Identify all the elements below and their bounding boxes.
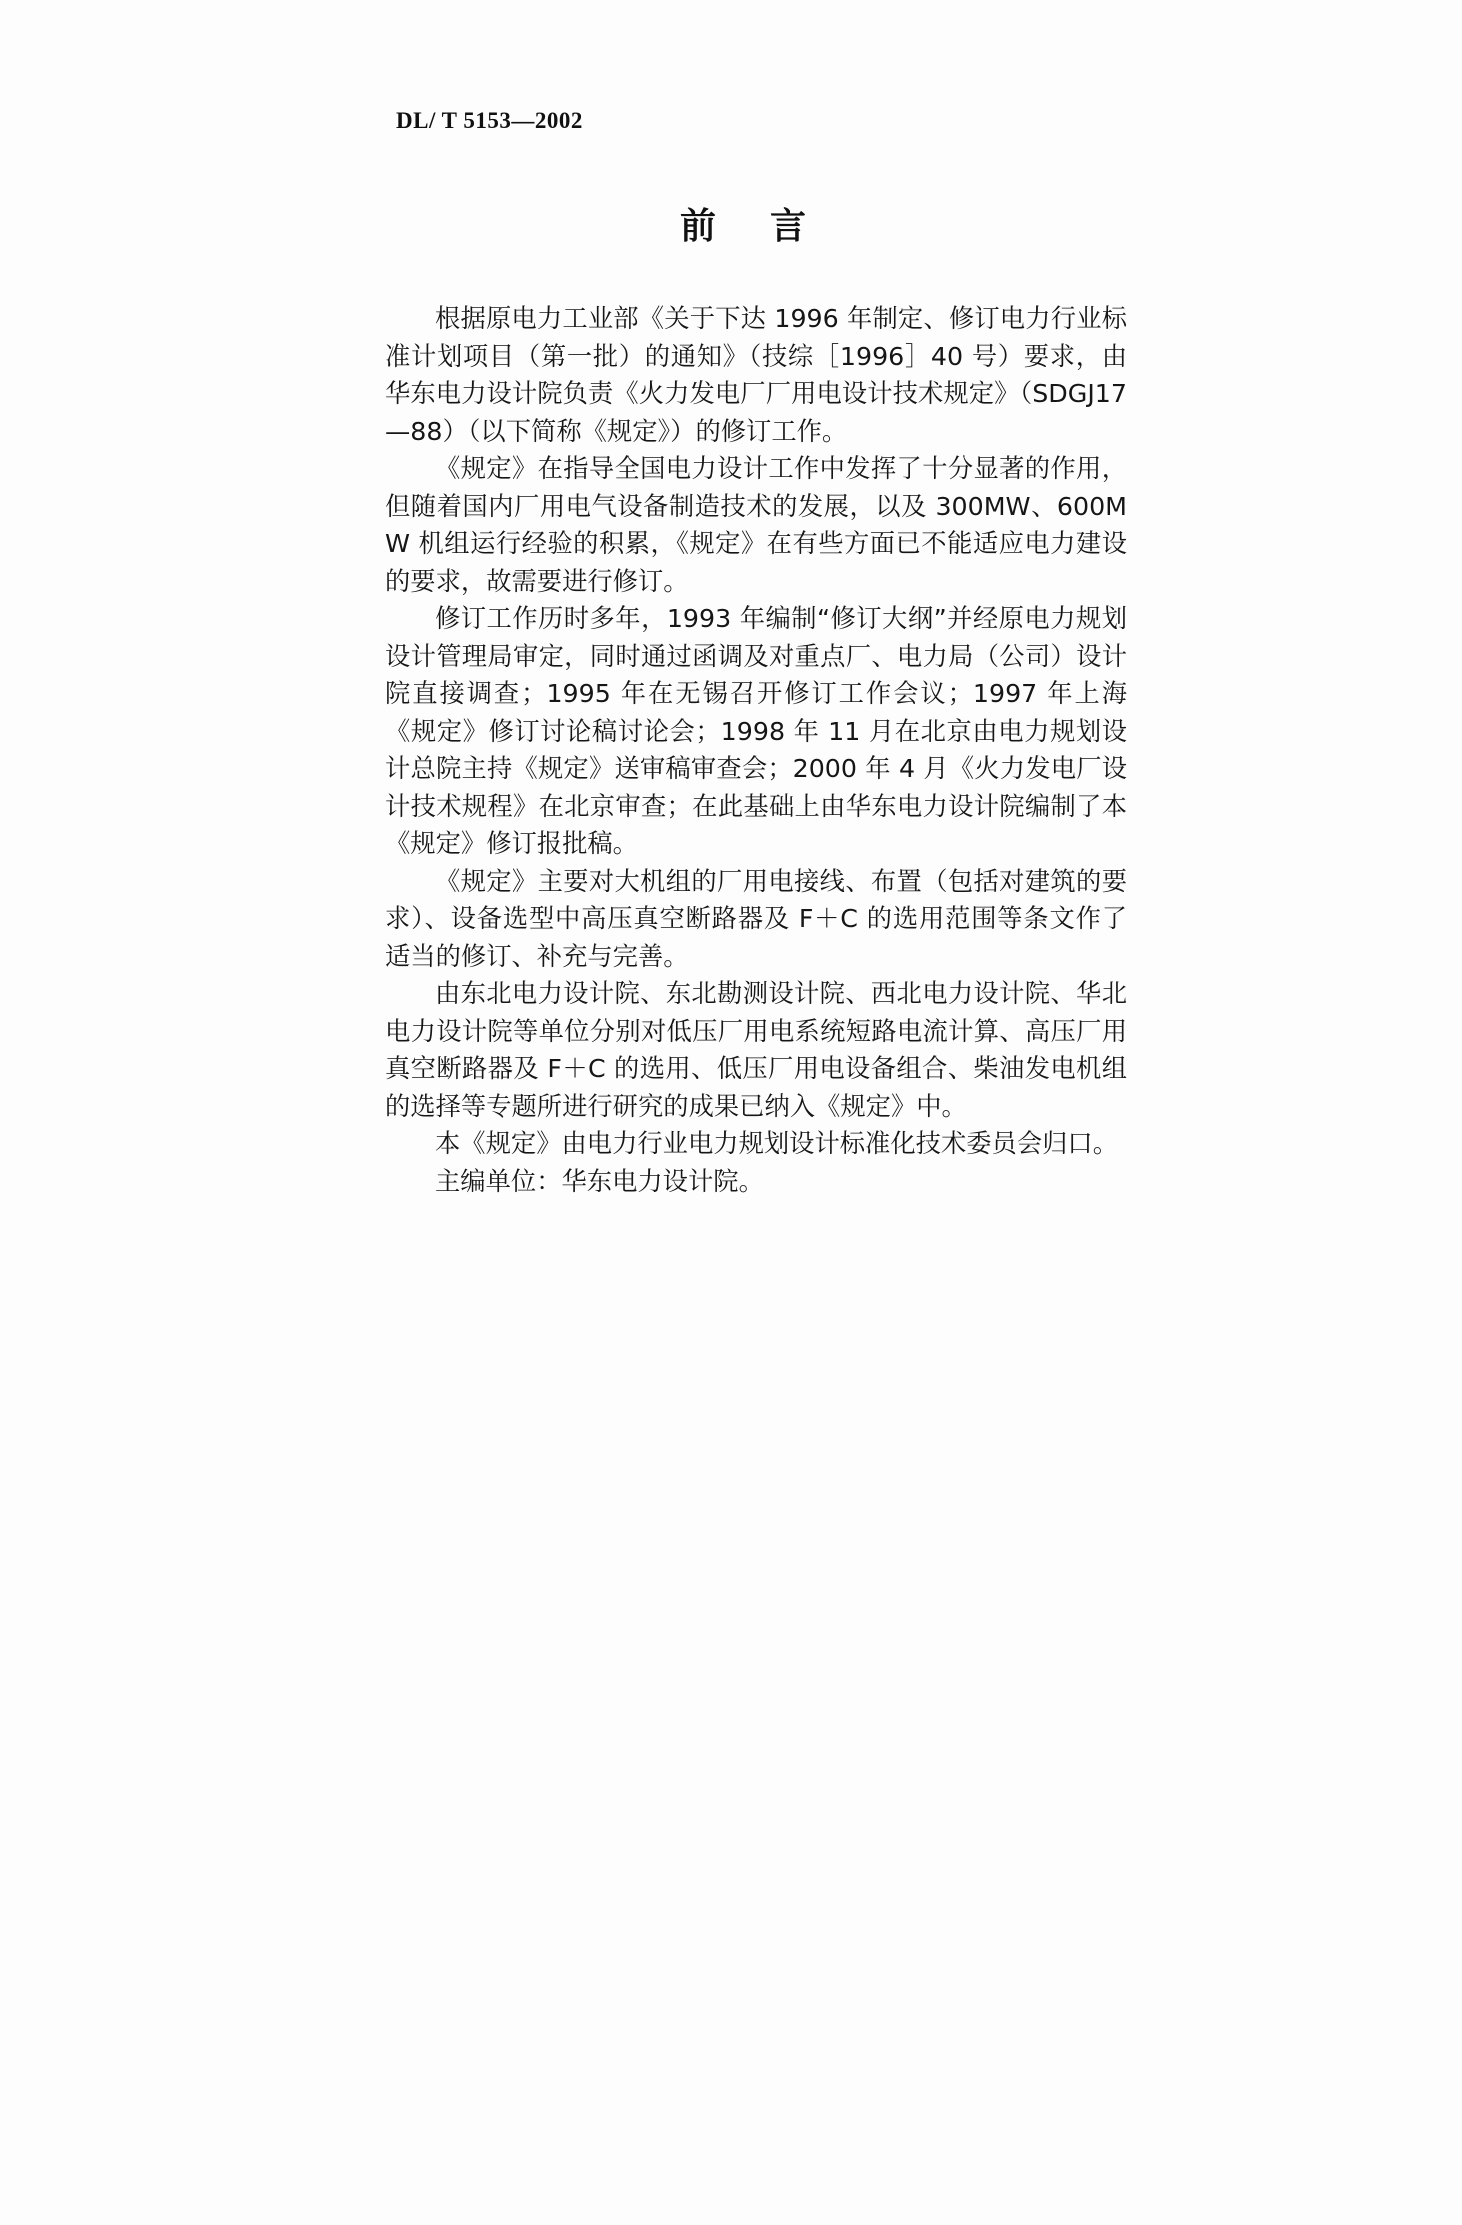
document-code: DL/ T 5153—2002 bbox=[396, 108, 583, 133]
paragraph-6: 本《规定》由电力行业电力规划设计标准化技术委员会归口。 bbox=[435, 1129, 1119, 1158]
page-heading: 前言 bbox=[680, 206, 861, 247]
paragraph-1: 根据原电力工业部《关于下达 1996 年制定、修订电力行业标准计划项目（第一批）的通知》（技综［1996］40 号）要求，由华东电力设计院负责《火力发电厂厂用电设计技术规定》（SDGJ17—88）（以下简称《规定》）的修订工作。 bbox=[385, 304, 1127, 446]
paragraph-2: 《规定》在指导全国电力设计工作中发挥了十分显著的作用，但随着国内厂用电气设备制造技术的发展，以及 300MW、600MW 机组运行经验的积累，《规定》在有些方面已不能适应电力建设的要求，故需要进行修订。 bbox=[385, 454, 1127, 596]
foreword-body bbox=[385, 300, 1127, 1200]
paragraph-7: 主编单位：华东电力设计院。 bbox=[435, 1166, 764, 1196]
paragraph-5: 由东北电力设计院、东北勘测设计院、西北电力设计院、华北电力设计院等单位分别对低压厂用电系统短路电流计算、高压厂用真空断路器及 F＋C 的选用、低压厂用电设备组合、柴油发电机组的选择等专题所进行研究的成果已纳入《规定》中。 bbox=[385, 979, 1127, 1121]
paragraph-4: 《规定》主要对大机组的厂用电接线、布置（包括对建筑的要求）、设备选型中高压真空断路器及 F＋C 的选用范围等条文作了适当的修订、补充与完善。 bbox=[385, 866, 1127, 971]
paragraph-3: 修订工作历时多年，1993 年编制“修订大纲”并经原电力规划设计管理局审定，同时通过函调及对重点厂、电力局（公司）设计院直接调查；1995 年在无锡召开修订工作会议；1997 年上海《规定》修订讨论稿讨论会；1998 年 11 月在北京由电力规划设计总院主持《规定》送审稿审查会；2000 年 4 月《火力发电厂设计技术规程》在北京审查；在此基础上由华东电力设计院编制了本《规定》修订报批稿。 bbox=[385, 604, 1127, 858]
